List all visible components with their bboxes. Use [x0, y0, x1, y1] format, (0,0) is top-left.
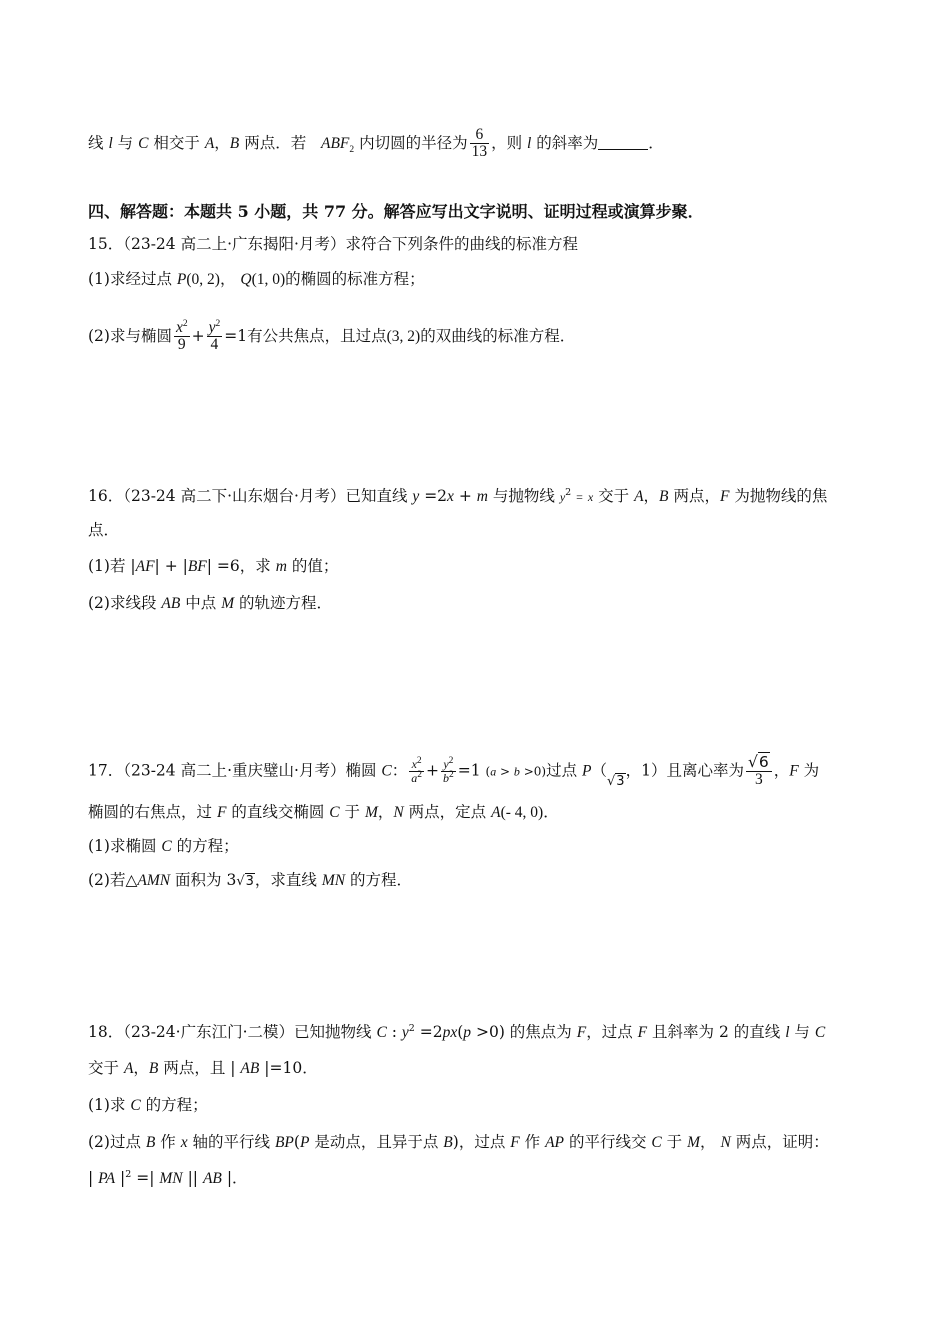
section-heading: 四、解答题：本题共 5 小题，共 77 分。解答应写出文字说明、证明过程或演算步聚． [88, 202, 704, 221]
problem-16-stem-cont: 点． [88, 521, 120, 539]
problem-15-part-2: (2)求与椭圆 $\frac{x^2}{9}$ + $\frac{y^2}{4}$ =1有公共焦点，且过点(3, 2)的双曲线的标准方程． [88, 318, 576, 354]
problem-18-part-2: (2)过点 B 作 x 轴的平行线 BP(P 是动点，且异于点 B)，过点 F 作 AP 的平行线交 C 于 M， N 两点，证明： [88, 1133, 829, 1151]
problem-16-part-2: (2)求线段 AB 中点 M 的轨迹方程． [88, 594, 333, 612]
problem-17-part-2: (2)若△AMN 面积为 3√3，求直线 MN 的方程． [88, 871, 413, 889]
problem-17-stem-cont: 椭圆的右焦点，过 F 的直线交椭圆 C 于 M，N 两点，定点 A(- 4, 0)． [88, 803, 559, 821]
problem-15-part-1: (1)求经过点 P(0, 2)， Q(1, 0)的椭圆的标准方程； [88, 270, 425, 288]
problem-16-part-1: (1)若 |AF| + |BF| =6，求 m 的值； [88, 557, 339, 575]
problem-14-continuation: 线 l 与 C 相交于 A，B 两点．若 $ABF_2$ 内切圆的半径为 $\frac{6}{13}$ ，则 l 的斜率为 ． [88, 126, 664, 161]
problem-15-stem: 15．（23-24 高二上·广东揭阳·月考）求符合下列条件的曲线的标准方程 [88, 235, 578, 253]
problem-18-part-1: (1)求 C 的方程； [88, 1096, 208, 1114]
problem-16-stem: 16．（23-24 高二下·山东烟台·月考）已知直线 y =2x + m 与抛物线 $y^2 = x$ 交于 A，B 两点，F 为抛物线的焦 [88, 486, 828, 505]
problem-18-stem-cont: 交于 A，B 两点，且 | AB |=10． [88, 1059, 318, 1077]
problem-18-stem: 18．（23-24·广东江门·二模）已知抛物线 C : $y^2 =2px(p >0)$ 的焦点为 F，过点 F 且斜率为 2 的直线 l 与 C [88, 1022, 826, 1041]
problem-17-stem: 17．（23-24 高二上·重庆璧山·月考）椭圆 C： $\frac{x^2}{a^2}$ + $\frac{y^2}{b^2}$ =1 (a > b >0)过点 $P(_{√3}$，1）且离心率为 $\frac{√6}{3}$ ，F 为 [88, 753, 820, 790]
problem-17-part-1: (1)求椭圆 C 的方程； [88, 837, 239, 855]
problem-18-part-2-cont: | PA $|^2$ =| MN || AB |． [88, 1168, 248, 1187]
